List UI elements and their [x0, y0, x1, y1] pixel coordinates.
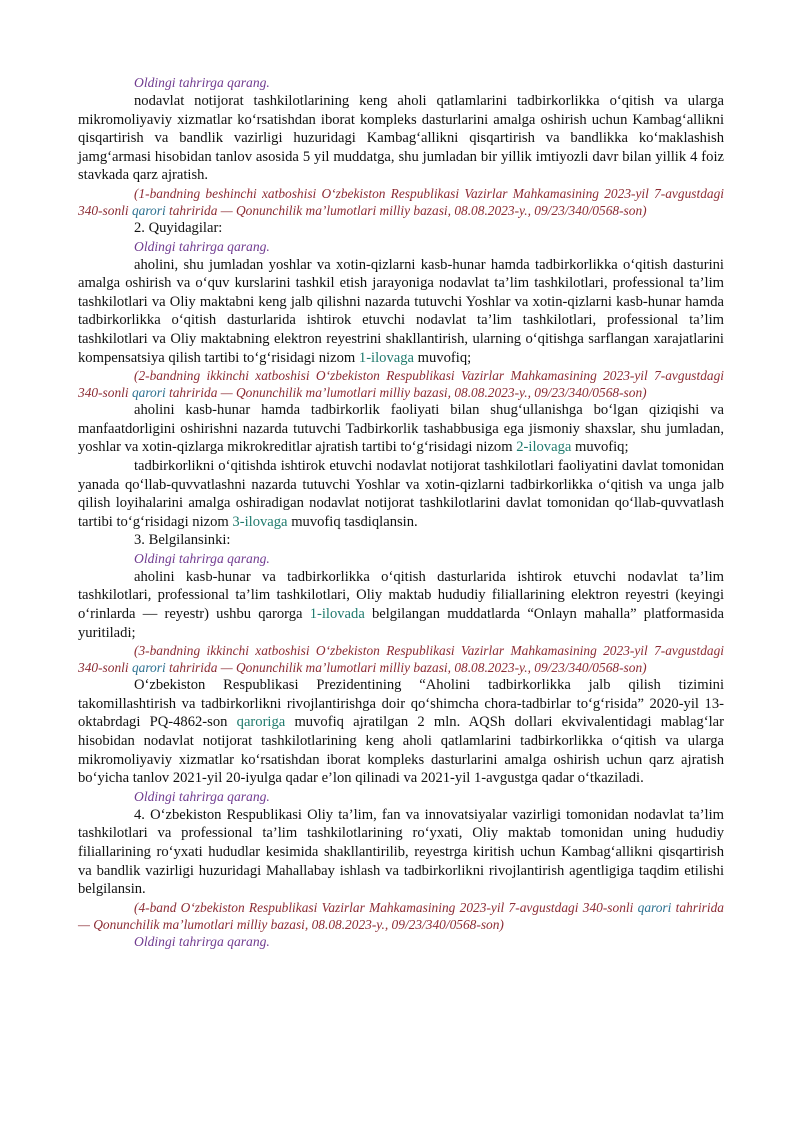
text-run: belgilangan muddatlarda “Onlayn mahalla” platformasida yuritiladi;: [78, 606, 724, 641]
section-heading: [78, 219, 724, 238]
document-reference-link[interactable]: qarori: [637, 899, 672, 915]
paragraph: [78, 92, 724, 185]
previous-edition-link[interactable]: [78, 788, 724, 806]
amendment-note: [78, 367, 724, 401]
paragraph: [78, 676, 724, 788]
paragraph: [78, 568, 724, 642]
text-run: (1-bandning beshinchi xatboshisi O‘zbekiston Respublikasi Vazirlar Mahkamasining 2023-yil 7-avgustdagi 340-sonli: [78, 185, 724, 218]
text-run: Oldingi tahrirga qarang.: [134, 238, 270, 254]
document-reference-link[interactable]: qarori: [131, 202, 166, 218]
amendment-note: [78, 642, 724, 676]
previous-edition-link[interactable]: [78, 238, 724, 256]
text-run: muvofiq ajratilgan 2 mln. AQSh dollari ekvivalentidagi mablag‘lar hisobidan nodavlat notijorat tashkilotlarining keng aholi qatlamlarini tadbirkorlikka o‘qitish va ularga mikromoliyaviy xizmatlar ko‘rsatishdan iborat kompleks dasturlarini amalga oshirish uchun qarz ajratish bo‘yicha tanlov 2021-yil 20-iyulga qadar e’lon qilinadi va 2021-yil 1-avgustga qadar o‘tkaziladi.: [78, 714, 724, 787]
text-run: tadbirkorlikni o‘qitishda ishtirok etuvchi nodavlat notijorat tashkilotlari faoliyatini davlat tomonidan yanada qo‘llab-quvvatlashni nazarda tutuvchi Yoshlar va xotin-qizlarni tadbirkorlikka o‘qitish va unga jalb qilish loyihalarini amalga oshiradigan nodavlat notijorat tashkilotlarini davlat tomonidan qo‘llab-quvvatlash tartibi to‘g‘risidagi nizom: [78, 457, 724, 530]
text-run: tahririda — Qonunchilik ma’lumotlari milliy bazasi, 08.08.2023-y., 09/23/340/0568-son): [165, 385, 647, 401]
text-run: Oldingi tahrirga qarang.: [134, 550, 270, 566]
text-run: Oldingi tahrirga qarang.: [134, 933, 270, 949]
document-reference-link[interactable]: 3-ilovaga: [232, 513, 288, 530]
text-run: (3-bandning ikkinchi xatboshisi O‘zbekiston Respublikasi Vazirlar Mahkamasining 2023-yil 7-avgustdagi 340-sonli: [78, 643, 724, 676]
section-heading: [78, 531, 724, 550]
text-run: tahririda — Qonunchilik ma’lumotlari milliy bazasi, 08.08.2023-y., 09/23/340/0568-son): [165, 202, 647, 218]
text-run: Oldingi tahrirga qarang.: [134, 75, 270, 90]
document-reference-link[interactable]: qarori: [131, 385, 166, 401]
amendment-note: [78, 185, 724, 219]
amendment-note: [78, 899, 724, 933]
text-run: 3. Belgilansinki:: [134, 532, 231, 549]
text-run: nodavlat notijorat tashkilotlarining keng aholi qatlamlarini tadbirkorlikka o‘qitish va ularga mikromoliyaviy xizmatlar ko‘rsatishdan iborat kompleks dasturlarini amalga oshirish uchun Kambag‘allikni qisqartirish va bandlik vazirligi huzuridagi Kambag‘allikni qisqartirish va bandlikka ko‘maklashish jamg‘armasi hisobidan tanlov asosida 5 yil muddatga, shu jumladan bir yillik imtiyozli davr bilan yillik 4 foiz stavkada qarz ajratish.: [78, 93, 724, 184]
text-run: tahririda — Qonunchilik ma’lumotlari milliy bazasi, 08.08.2023-y., 09/23/340/0568-son): [165, 660, 647, 676]
text-run: aholini kasb-hunar hamda tadbirkorlik faoliyati bilan shug‘ullanishga bo‘lgan qiziqishi va manfaatdorligini oshirishni nazarda tutuvchi Tadbirkorlik tashabbusiga ega jismoniy shaxslar, shu jumladan, yoshlar va xotin-qizlarga mikrokreditlar ajratish tartibi to‘g‘risidagi nizom: [78, 402, 724, 456]
previous-edition-link[interactable]: [78, 933, 724, 951]
text-run: (4-band O‘zbekiston Respublikasi Vazirlar Mahkamasining 2023-yil 7-avgustdagi 340-sonli: [134, 899, 638, 915]
text-run: 4. O‘zbekiston Respublikasi Oliy ta’lim, fan va innovatsiyalar vazirligi tomonidan nodavlat ta’lim tashkilotlari va professional ta’lim tashkilotlarining ro‘yxati, Oliy maktab tomonidan uning hududiy filiallarining ro‘yxati hududlar kesimida shakllantirilib, reyestrga kiritish uchun Kambag‘allikni qisqartirish va bandlik vazirligi huzuridagi Mahallabay ishlash va tadbirkorlikni rivojlantirish agentligiga taqdim etilishi belgilansin.: [78, 806, 724, 898]
document-reference-link[interactable]: qaroriga: [236, 714, 286, 731]
text-run: muvofiq;: [571, 439, 629, 456]
paragraph: [78, 256, 724, 368]
text-run: muvofiq tasdiqlansin.: [287, 513, 418, 530]
paragraph: [78, 806, 724, 899]
text-run: tahririda — Qonunchilik ma’lumotlari milliy bazasi, 08.08.2023-y., 09/23/340/0568-son): [78, 899, 725, 932]
document-reference-link[interactable]: qarori: [131, 660, 166, 676]
previous-edition-link[interactable]: [78, 550, 724, 568]
document-reference-link[interactable]: 2-ilovaga: [516, 439, 572, 456]
paragraph: [78, 401, 724, 457]
paragraph: [78, 457, 724, 531]
text-run: aholini kasb-hunar va tadbirkorlikka o‘qitish dasturlarida ishtirok etuvchi nodavlat ta’lim tashkilotlari, professional ta’lim tashkilotlari, Oliy maktab hududiy filiallarining elektron reyestri (keyingi o‘rinlarda — reyestr) ushbu qarorga: [78, 568, 724, 623]
text-run: Oldingi tahrirga qarang.: [134, 788, 270, 804]
text-run: O‘zbekiston Respublikasi Prezidentining “Aholini tadbirkorlikka jalb qilish tizimini takomillashtirish va tadbirkorlikni rivojlantirishga doir qo‘shimcha chora-tadbirlar to‘g‘risida” 2020-yil 13-oktabrdagi PQ-4862-son: [78, 677, 724, 731]
document-reference-link[interactable]: 1-ilovada: [309, 606, 365, 623]
text-run: aholini, shu jumladan yoshlar va xotin-qizlarni kasb-hunar hamda tadbirkorlikka o‘qitish dasturini amalga oshirish va o‘quv kurslarini tashkil etish jarayoniga nodavlat ta’lim tashkilotlari, professional ta’lim tashkilotlari va Oliy maktabni keng jalb qilishni nazarda tutuvchi Yoshlar va xotin-qizlarni kasb-hunar hamda tadbirkorlikka o‘qitish dasturlarida ishtirok etuvchi nodavlat ta’lim tashkilotlari, professional ta’lim tashkilotlari va Oliy maktabning elektron reyestrini shakllantirish, ularning o‘qitishga sarflangan xarajatlarini kompensatsiya qilish tartibi to‘g‘risidagi nizom: [78, 256, 724, 366]
text-run: (2-bandning ikkinchi xatboshisi O‘zbekiston Respublikasi Vazirlar Mahkamasining 2023-yil 7-avgustdagi 340-sonli: [78, 368, 724, 401]
text-run: muvofiq;: [414, 349, 472, 366]
text-run: 2. Quyidagilar:: [134, 219, 223, 236]
document-reference-link[interactable]: 1-ilovaga: [358, 349, 415, 366]
previous-edition-link[interactable]: [78, 74, 724, 92]
